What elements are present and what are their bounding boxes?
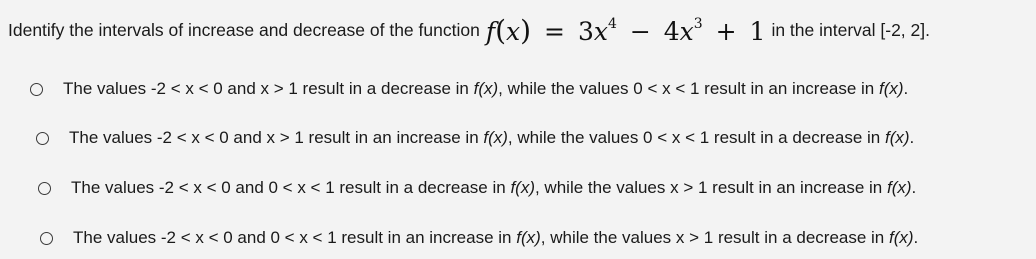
term1-exponent: 4 — [607, 15, 617, 32]
answer-option-3[interactable] — [38, 178, 916, 198]
option-4-function-b: f(x) — [888, 228, 914, 247]
answer-option-1[interactable] — [30, 79, 908, 99]
term1-coefficient: 3 — [577, 17, 594, 46]
radio-button-option-3[interactable] — [38, 182, 51, 195]
option-3-label — [71, 178, 916, 198]
term2-exponent: 3 — [693, 15, 703, 32]
option-1-label — [63, 79, 908, 99]
option-1-function-a: f(x) — [473, 79, 499, 98]
operator-minus: − — [629, 17, 651, 46]
option-2-function-a: f(x) — [483, 128, 508, 147]
option-2-text-b: , while the values 0 < x < 1 result in a decrease in — [507, 128, 885, 147]
question-suffix-text: in the interval [-2, 2]. — [771, 20, 930, 40]
option-3-function-a: f(x) — [510, 178, 535, 197]
option-1-text-a: The values -2 < x < 0 and x > 1 result in a decrease in — [63, 79, 474, 98]
radio-button-option-4[interactable] — [40, 232, 53, 245]
option-2-text-a: The values -2 < x < 0 and x > 1 result in an increase in — [69, 128, 484, 147]
option-4-label — [73, 228, 918, 248]
option-1-text-c: . — [903, 79, 909, 98]
term2-coefficient: 4 — [663, 17, 680, 46]
answer-option-2[interactable] — [36, 128, 914, 148]
option-4-function-a: f(x) — [516, 228, 541, 247]
option-3-text-b: , while the values x > 1 result in an increase in — [534, 178, 887, 197]
function-variable: x — [506, 17, 521, 46]
option-4-text-c: . — [913, 228, 919, 247]
term2-variable: x — [679, 17, 694, 46]
operator-plus: + — [715, 17, 737, 46]
function-name: f — [485, 17, 496, 46]
option-1-function-b: f(x) — [878, 79, 904, 98]
radio-button-option-1[interactable] — [30, 83, 43, 96]
option-2-label — [69, 128, 914, 148]
option-1-text-b: , while the values 0 < x < 1 result in an increase in — [498, 79, 879, 98]
option-3-text-c: . — [911, 178, 917, 197]
option-4-text-a: The values -2 < x < 0 and 0 < x < 1 result in an increase in — [73, 228, 517, 247]
function-formula: $f(x) = 3x^4 - 4x^3 + 1$ — [485, 14, 766, 47]
option-3-text-a: The values -2 < x < 0 and 0 < x < 1 result in a decrease in — [71, 178, 511, 197]
option-4-text-b: , while the values x > 1 result in a decrease in — [540, 228, 889, 247]
radio-button-option-2[interactable] — [36, 132, 49, 145]
option-2-text-c: . — [909, 128, 915, 147]
question-prefix-text: Identify the intervals of increase and decrease of the function — [8, 20, 480, 40]
option-2-function-b: f(x) — [884, 128, 910, 147]
term1-variable: x — [593, 17, 608, 46]
option-3-function-b: f(x) — [886, 178, 912, 197]
constant-term: 1 — [749, 17, 766, 46]
answer-option-4[interactable] — [40, 228, 918, 248]
